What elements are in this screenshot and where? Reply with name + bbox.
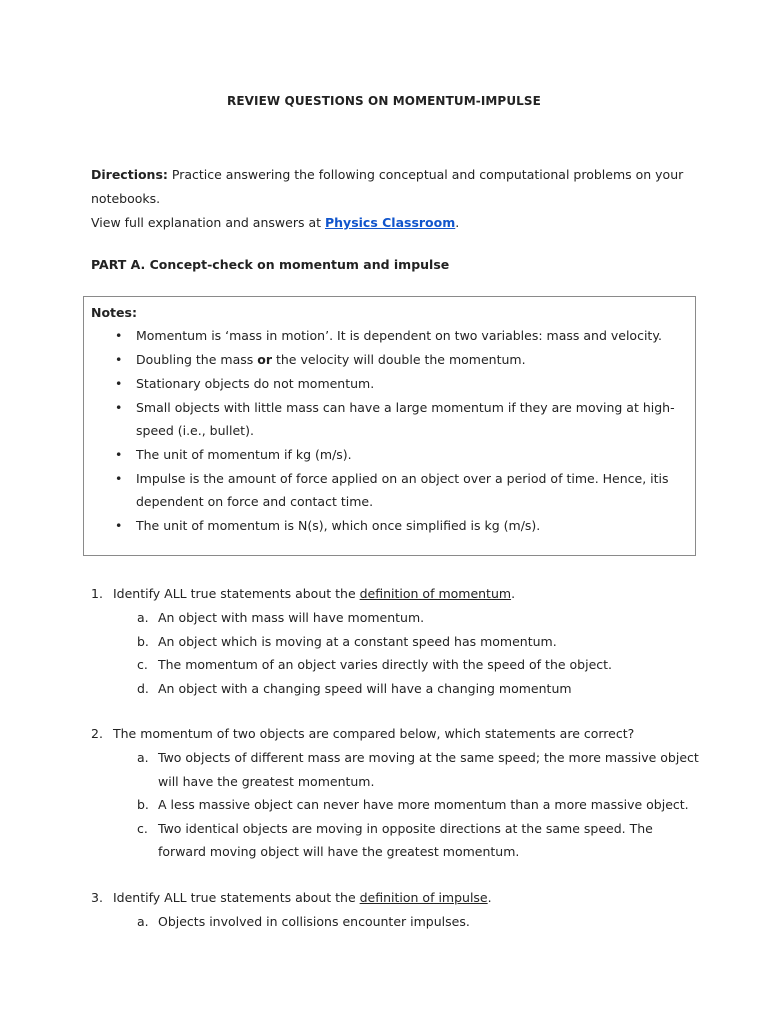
notes-item-text: Stationary objects do not momentum. <box>136 376 375 391</box>
bullet-icon: • <box>115 471 123 486</box>
option-text: Objects involved in collisions encounter impulses. <box>158 914 470 929</box>
notes-item-text-bold: or <box>257 352 272 367</box>
question-1 <box>91 582 701 700</box>
notes-item <box>84 514 684 537</box>
option-text: The momentum of an object varies directly with the speed of the object. <box>158 657 613 672</box>
option-letter: a. <box>137 914 149 929</box>
answer-option <box>91 630 701 654</box>
bullet-icon: • <box>115 447 123 462</box>
answer-option <box>91 677 701 701</box>
notes-item <box>84 324 684 347</box>
bullet-icon: • <box>115 328 123 343</box>
notes-item-text-suffix: the velocity will double the momentum. <box>272 352 526 367</box>
question-stem <box>91 582 701 606</box>
answer-option <box>91 653 701 677</box>
option-text: An object with mass will have momentum. <box>158 610 425 625</box>
question-text-prefix: The momentum of two objects are compared below, which statements are correct? <box>113 726 635 741</box>
directions-line2-suffix: . <box>455 215 460 230</box>
question-text-suffix: . <box>487 890 492 905</box>
option-letter: c. <box>137 820 148 836</box>
question-text-suffix: . <box>511 586 516 601</box>
notes-box <box>83 296 696 556</box>
option-text: Two identical objects are moving in opposite directions at the same speed. The forward moving object will have the greatest momentum. <box>158 820 653 859</box>
answer-options <box>91 606 701 700</box>
answer-options <box>91 746 701 864</box>
bullet-icon: • <box>115 400 123 415</box>
notes-item-text: Momentum is ‘mass in motion’. It is dependent on two variables: mass and velocity. <box>136 328 662 343</box>
option-text: An object which is moving at a constant speed has momentum. <box>158 633 557 649</box>
notes-item-text-prefix: Doubling the mass <box>136 352 258 367</box>
notes-item <box>84 467 684 513</box>
option-text: An object with a changing speed will have a changing momentum <box>158 680 572 696</box>
directions-label: Directions: <box>91 167 168 182</box>
option-letter: a. <box>137 750 149 765</box>
notes-item-text: The unit of momentum is N(s), which once simplified is kg (m/s). <box>136 518 541 533</box>
notes-item <box>84 443 684 466</box>
bullet-icon: • <box>115 518 123 533</box>
option-letter: c. <box>137 657 148 672</box>
option-letter: b. <box>137 797 149 812</box>
notes-item-text: Small objects with little mass can have a large momentum if they are moving at high-speed (i.e., bullet). <box>136 400 675 438</box>
question-stem <box>91 722 701 746</box>
part-a-heading: PART A. Concept-check on momentum and impulse <box>91 257 450 272</box>
notes-item-text: The unit of momentum if kg (m/s). <box>136 447 352 462</box>
directions-line2-prefix: View full explanation and answers at <box>91 215 325 230</box>
answer-option <box>91 606 701 630</box>
question-text-prefix: Identify ALL true statements about the <box>113 586 360 601</box>
question-number: 1. <box>91 586 103 601</box>
question-text-prefix: Identify ALL true statements about the <box>113 890 360 905</box>
answer-options <box>91 910 701 934</box>
physics-classroom-link[interactable]: Physics Classroom <box>324 215 456 230</box>
question-text-underlined: definition of momentum <box>359 586 512 601</box>
bullet-icon: • <box>115 376 123 391</box>
question-number: 2. <box>91 726 103 741</box>
option-text: A less massive object can never have more momentum than a more massive object. <box>158 797 689 812</box>
directions-text: Practice answering the following conceptual and computational problems on your notebooks. <box>91 167 684 206</box>
answer-option <box>91 817 701 864</box>
answer-option <box>91 793 701 817</box>
answer-option <box>91 746 701 793</box>
directions-paragraph <box>91 163 701 235</box>
notes-item <box>84 372 684 395</box>
question-2 <box>91 722 701 864</box>
notes-list <box>84 324 684 538</box>
bullet-icon: • <box>115 352 123 367</box>
option-letter: b. <box>137 633 149 649</box>
question-stem <box>91 886 701 910</box>
option-letter: a. <box>137 610 149 625</box>
notes-item <box>84 396 684 442</box>
document-title: REVIEW QUESTIONS ON MOMENTUM-IMPULSE <box>227 94 541 108</box>
notes-item-text: Impulse is the amount of force applied on an object over a period of time. Hence, itis dependent on force and contact time. <box>136 471 669 509</box>
notes-item <box>84 348 684 371</box>
option-text: Two objects of different mass are moving at the same speed; the more massive object will have the greatest momentum. <box>158 750 699 789</box>
answer-option <box>91 910 701 934</box>
notes-title: Notes: <box>91 305 137 320</box>
question-3 <box>91 886 701 934</box>
question-text-underlined: definition of impulse <box>359 890 488 905</box>
option-letter: d. <box>137 680 149 696</box>
question-number: 3. <box>91 890 103 905</box>
